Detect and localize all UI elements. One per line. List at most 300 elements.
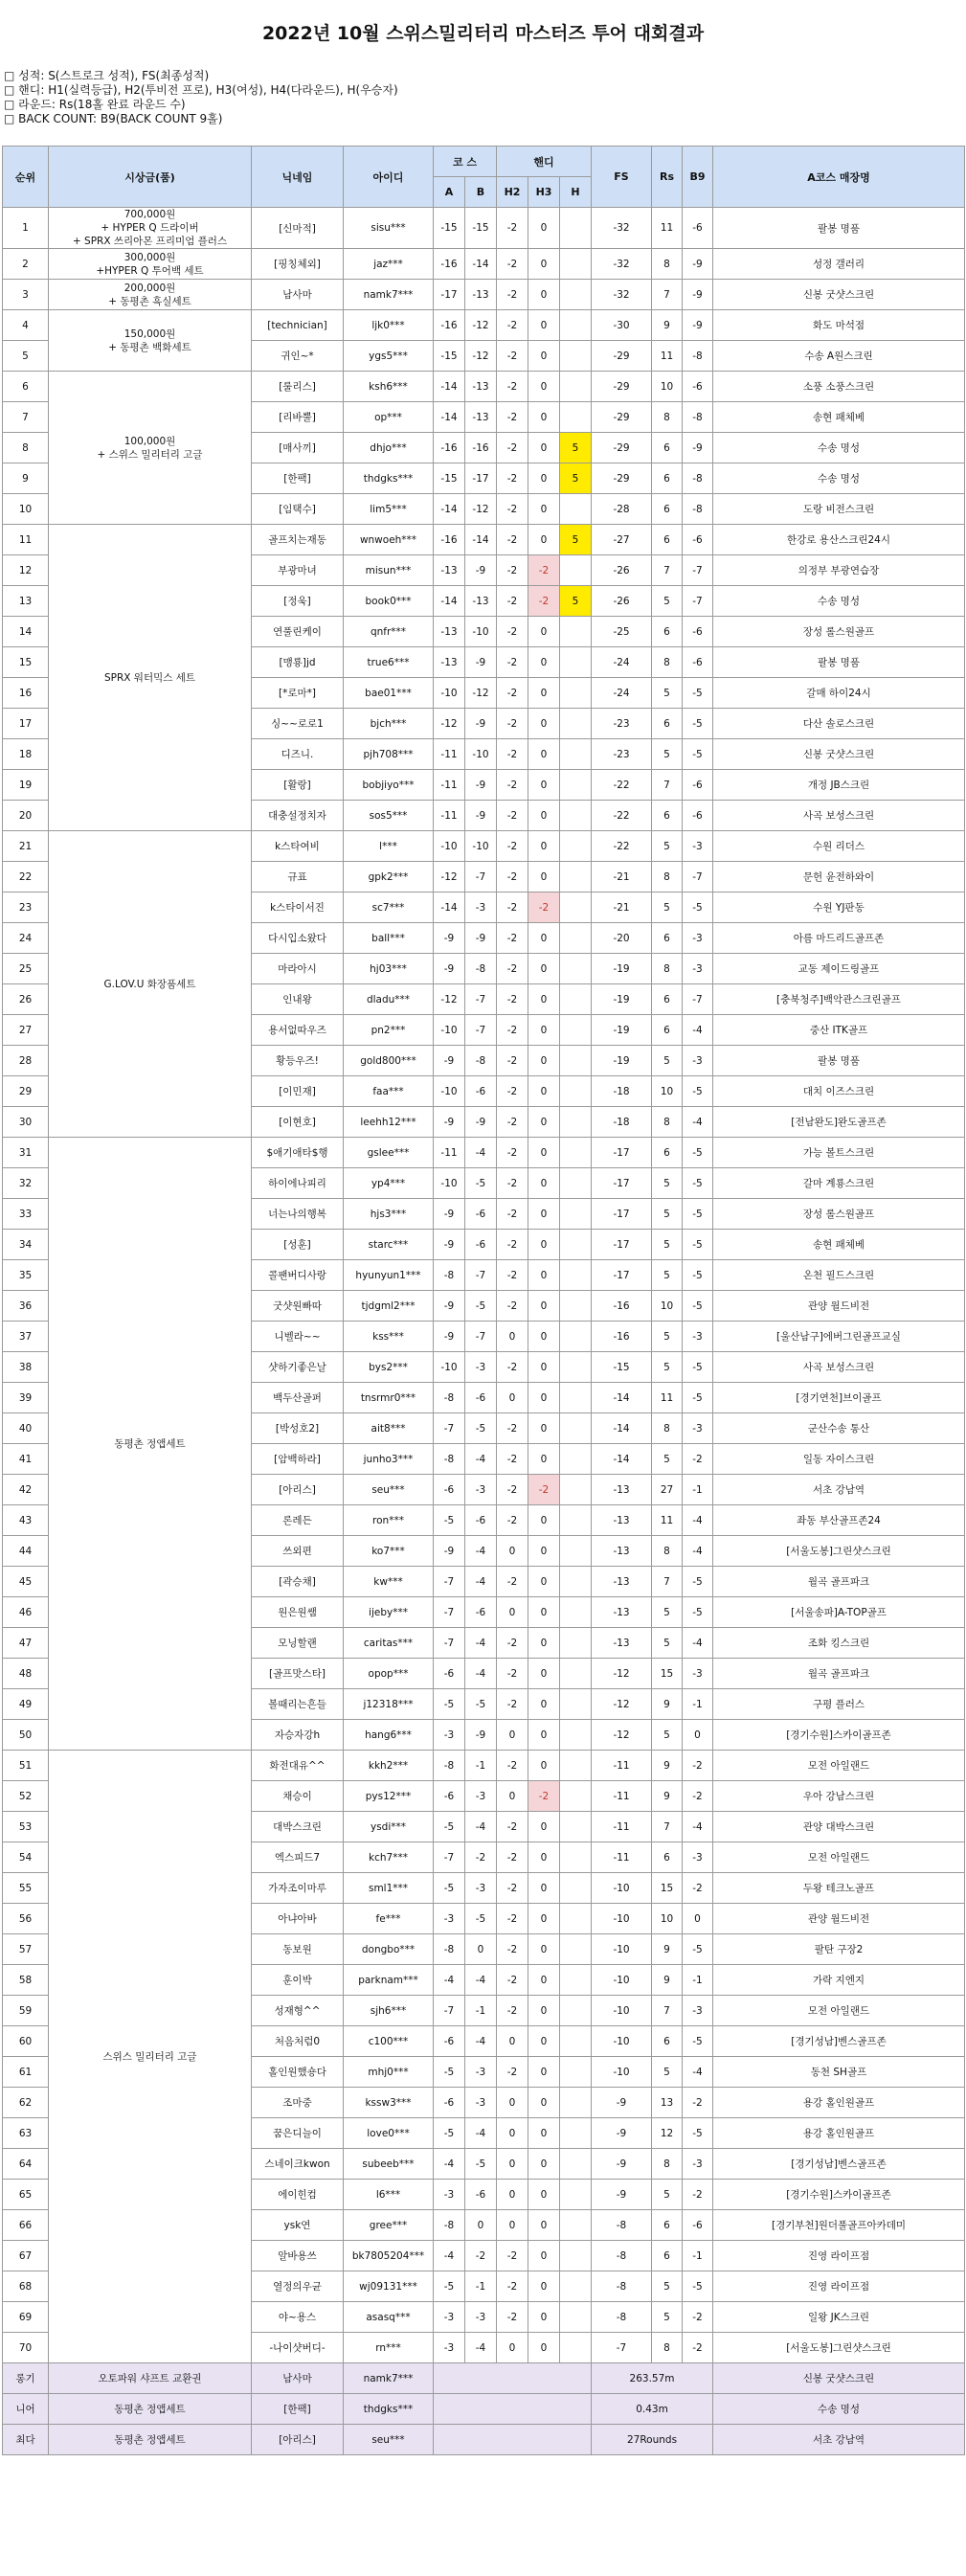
nickname-cell: 조마중 — [252, 2088, 344, 2118]
nickname-cell: ysk연 — [252, 2210, 344, 2241]
store-cell: [전남완도]완도골프존 — [713, 1107, 965, 1138]
rs-cell: 5 — [652, 739, 683, 770]
rs-cell: 8 — [652, 1413, 683, 1444]
award-store: 수송 명성 — [713, 2394, 965, 2425]
rank-cell: 7 — [3, 402, 49, 433]
course-a-cell: -10 — [434, 678, 465, 709]
award-id: namk7*** — [344, 2363, 434, 2394]
h2-cell: -2 — [497, 1475, 528, 1505]
course-a-cell: -4 — [434, 2149, 465, 2180]
fs-cell: -17 — [592, 1199, 652, 1230]
h3-cell: 0 — [528, 831, 560, 862]
rank-cell: 11 — [3, 525, 49, 555]
award-store: 서초 강남역 — [713, 2425, 965, 2455]
store-cell: 가능 볼트스크린 — [713, 1138, 965, 1168]
nickname-cell: k스타여비 — [252, 831, 344, 862]
course-b-cell: -3 — [465, 2057, 497, 2088]
nickname-cell: 모닝할랜 — [252, 1628, 344, 1659]
h-cell — [560, 893, 592, 923]
store-cell: [울산남구]에버그린골프교실 — [713, 1322, 965, 1352]
store-cell: 성정 갤러리 — [713, 249, 965, 280]
h2-cell: -2 — [497, 402, 528, 433]
course-b-cell: -9 — [465, 1720, 497, 1751]
h2-cell: -2 — [497, 463, 528, 494]
id-cell: opop*** — [344, 1659, 434, 1689]
h-cell — [560, 341, 592, 372]
course-a-cell: -13 — [434, 647, 465, 678]
rs-cell: 11 — [652, 341, 683, 372]
fs-cell: -17 — [592, 1138, 652, 1168]
b9-cell: -9 — [683, 249, 713, 280]
rs-cell: 7 — [652, 1567, 683, 1597]
nickname-cell: 마라아시 — [252, 954, 344, 984]
b9-cell: -1 — [683, 1475, 713, 1505]
course-a-cell: -9 — [434, 1291, 465, 1322]
rank-cell: 10 — [3, 494, 49, 525]
course-a-cell: -10 — [434, 1015, 465, 1046]
rank-cell: 60 — [3, 2026, 49, 2057]
h2-cell: -2 — [497, 1260, 528, 1291]
store-cell: 우아 강남스크린 — [713, 1781, 965, 1812]
fs-cell: -8 — [592, 2302, 652, 2333]
header-row-1 — [3, 147, 965, 177]
h2-cell: -2 — [497, 1842, 528, 1873]
h2-cell: -2 — [497, 1168, 528, 1199]
b9-cell: -6 — [683, 2210, 713, 2241]
h3-cell: 0 — [528, 463, 560, 494]
nickname-cell: $애기애타$행 — [252, 1138, 344, 1168]
id-cell: caritas*** — [344, 1628, 434, 1659]
h-cell — [560, 1199, 592, 1230]
id-cell: ksh6*** — [344, 372, 434, 402]
course-b-cell: -3 — [465, 1475, 497, 1505]
h3-cell: 0 — [528, 1689, 560, 1720]
course-b-cell: -5 — [465, 1904, 497, 1934]
h2-cell: -2 — [497, 1107, 528, 1138]
b9-cell: -7 — [683, 984, 713, 1015]
rank-cell: 56 — [3, 1904, 49, 1934]
id-cell: dladu*** — [344, 984, 434, 1015]
h2-cell: -2 — [497, 1199, 528, 1230]
id-cell: sc7*** — [344, 893, 434, 923]
h-cell — [560, 1107, 592, 1138]
nickname-cell: 규표 — [252, 862, 344, 893]
nickname-cell: 용서없따우즈 — [252, 1015, 344, 1046]
rs-cell: 6 — [652, 923, 683, 954]
course-b-cell: -4 — [465, 1138, 497, 1168]
course-b-cell: -13 — [465, 586, 497, 617]
b9-cell: -5 — [683, 2271, 713, 2302]
course-b-cell: -16 — [465, 433, 497, 463]
nickname-cell: [매사끼] — [252, 433, 344, 463]
b9-cell: -1 — [683, 2241, 713, 2271]
rank-cell: 54 — [3, 1842, 49, 1873]
nickname-cell: 황등우즈! — [252, 1046, 344, 1076]
fs-cell: -16 — [592, 1322, 652, 1352]
course-b-cell: -6 — [465, 2180, 497, 2210]
fs-cell: -23 — [592, 709, 652, 739]
rank-cell: 44 — [3, 1536, 49, 1567]
col-prize: 시상금(품) — [49, 147, 252, 208]
course-a-cell: -8 — [434, 1444, 465, 1475]
course-b-cell: -7 — [465, 984, 497, 1015]
course-a-cell: -5 — [434, 1689, 465, 1720]
rank-cell: 39 — [3, 1383, 49, 1413]
course-a-cell: -12 — [434, 984, 465, 1015]
h2-cell: 0 — [497, 2088, 528, 2118]
course-a-cell: -13 — [434, 617, 465, 647]
h-cell — [560, 1076, 592, 1107]
col-b: B — [465, 177, 497, 208]
h-cell — [560, 280, 592, 310]
h3-cell: 0 — [528, 1628, 560, 1659]
course-a-cell: -15 — [434, 341, 465, 372]
rs-cell: 5 — [652, 1322, 683, 1352]
b9-cell: -7 — [683, 862, 713, 893]
store-cell: 좌동 부산골프존24 — [713, 1505, 965, 1536]
h3-cell: 0 — [528, 2149, 560, 2180]
h-cell — [560, 1567, 592, 1597]
course-b-cell: -5 — [465, 1689, 497, 1720]
prize-cell: 150,000원 + 동평촌 백화세트 — [49, 310, 252, 372]
h-cell — [560, 1996, 592, 2026]
table-row — [3, 249, 965, 280]
id-cell: gree*** — [344, 2210, 434, 2241]
h2-cell: -2 — [497, 770, 528, 801]
fs-cell: -29 — [592, 463, 652, 494]
rank-cell: 38 — [3, 1352, 49, 1383]
h2-cell: -2 — [497, 525, 528, 555]
award-nickname: [한팩] — [252, 2394, 344, 2425]
h2-cell: -2 — [497, 1996, 528, 2026]
b9-cell: -7 — [683, 555, 713, 586]
course-b-cell: -13 — [465, 402, 497, 433]
fs-cell: -10 — [592, 1996, 652, 2026]
course-b-cell: -8 — [465, 954, 497, 984]
course-b-cell: -8 — [465, 1046, 497, 1076]
id-cell: bae01*** — [344, 678, 434, 709]
fs-cell: -7 — [592, 2333, 652, 2363]
id-cell: bys2*** — [344, 1352, 434, 1383]
course-b-cell: -12 — [465, 678, 497, 709]
course-a-cell: -11 — [434, 1138, 465, 1168]
h-cell — [560, 923, 592, 954]
h-cell — [560, 1536, 592, 1567]
fs-cell: -12 — [592, 1659, 652, 1689]
nickname-cell: 골프치는재동 — [252, 525, 344, 555]
rank-cell: 47 — [3, 1628, 49, 1659]
course-b-cell: -6 — [465, 1597, 497, 1628]
table-row — [3, 831, 965, 862]
fs-cell: -8 — [592, 2210, 652, 2241]
course-a-cell: -14 — [434, 893, 465, 923]
nickname-cell: 에이힌컴 — [252, 2180, 344, 2210]
course-a-cell: -10 — [434, 831, 465, 862]
h3-cell: 0 — [528, 1107, 560, 1138]
h-cell — [560, 310, 592, 341]
rs-cell: 6 — [652, 2026, 683, 2057]
rank-cell: 2 — [3, 249, 49, 280]
store-cell: [서울도봉]그린샷스크린 — [713, 2333, 965, 2363]
course-a-cell: -3 — [434, 1904, 465, 1934]
rs-cell: 6 — [652, 2210, 683, 2241]
col-handicap: 핸디 — [497, 147, 592, 177]
course-a-cell: -17 — [434, 280, 465, 310]
fs-cell: -30 — [592, 310, 652, 341]
store-cell: 송현 패체베 — [713, 402, 965, 433]
note-rounds: □ 라운드: Rs(18홀 완료 라운드 수) — [4, 98, 186, 111]
h3-cell: 0 — [528, 1046, 560, 1076]
b9-cell: -5 — [683, 1352, 713, 1383]
h3-cell: 0 — [528, 1720, 560, 1751]
store-cell: 장성 롤스원골프 — [713, 617, 965, 647]
course-a-cell: -9 — [434, 1046, 465, 1076]
h2-cell: -2 — [497, 893, 528, 923]
h2-cell: 0 — [497, 1720, 528, 1751]
store-cell: 월곡 골프파크 — [713, 1567, 965, 1597]
store-cell: 송현 패체베 — [713, 1230, 965, 1260]
award-label: 니어 — [3, 2394, 49, 2425]
fs-cell: -9 — [592, 2149, 652, 2180]
b9-cell: -5 — [683, 1567, 713, 1597]
course-b-cell: -17 — [465, 463, 497, 494]
rank-cell: 6 — [3, 372, 49, 402]
h2-cell: -2 — [497, 1076, 528, 1107]
nickname-cell: 남사마 — [252, 280, 344, 310]
award-id: seu*** — [344, 2425, 434, 2455]
b9-cell: -3 — [683, 954, 713, 984]
col-rank: 순위 — [3, 147, 49, 208]
rank-cell: 18 — [3, 739, 49, 770]
course-a-cell: -3 — [434, 2180, 465, 2210]
rank-cell: 64 — [3, 2149, 49, 2180]
rank-cell: 62 — [3, 2088, 49, 2118]
rs-cell: 8 — [652, 2149, 683, 2180]
rank-cell: 25 — [3, 954, 49, 984]
h3-cell: 0 — [528, 2241, 560, 2271]
fs-cell: -14 — [592, 1444, 652, 1475]
b9-cell: -2 — [683, 1751, 713, 1781]
store-cell: 동천 SH골프 — [713, 2057, 965, 2088]
id-cell: pys12*** — [344, 1781, 434, 1812]
h-cell — [560, 647, 592, 678]
course-a-cell: -7 — [434, 1996, 465, 2026]
rank-cell: 45 — [3, 1567, 49, 1597]
rs-cell: 5 — [652, 1230, 683, 1260]
h3-cell: 0 — [528, 1352, 560, 1383]
course-a-cell: -3 — [434, 2333, 465, 2363]
fs-cell: -9 — [592, 2088, 652, 2118]
course-b-cell: -13 — [465, 280, 497, 310]
fs-cell: -32 — [592, 208, 652, 249]
rs-cell: 8 — [652, 954, 683, 984]
h2-cell: 0 — [497, 1383, 528, 1413]
store-cell: [경기연천]브이골프 — [713, 1383, 965, 1413]
col-h2: H2 — [497, 177, 528, 208]
h3-cell: 0 — [528, 647, 560, 678]
nickname-cell: 꿈은디늘이 — [252, 2118, 344, 2149]
nickname-cell: -나이샷버디- — [252, 2333, 344, 2363]
b9-cell: -6 — [683, 208, 713, 249]
course-b-cell: -1 — [465, 2271, 497, 2302]
nickname-cell: 대박스크린 — [252, 1812, 344, 1842]
nickname-cell: 백두산골퍼 — [252, 1383, 344, 1413]
h3-cell: 0 — [528, 372, 560, 402]
course-a-cell: -7 — [434, 1842, 465, 1873]
h3-cell: 0 — [528, 739, 560, 770]
course-a-cell: -15 — [434, 208, 465, 249]
course-b-cell: -7 — [465, 1015, 497, 1046]
fs-cell: -18 — [592, 1107, 652, 1138]
award-prize: 동평촌 정앱세트 — [49, 2394, 252, 2425]
h-cell — [560, 2118, 592, 2149]
store-cell: 수송 A원스크린 — [713, 341, 965, 372]
rs-cell: 6 — [652, 1842, 683, 1873]
id-cell: rn*** — [344, 2333, 434, 2363]
rs-cell: 5 — [652, 1720, 683, 1751]
rs-cell: 5 — [652, 1260, 683, 1291]
h2-cell: -2 — [497, 280, 528, 310]
nickname-cell: 훈이박 — [252, 1965, 344, 1996]
rank-cell: 51 — [3, 1751, 49, 1781]
course-a-cell: -13 — [434, 555, 465, 586]
h3-cell: -2 — [528, 1475, 560, 1505]
course-b-cell: -3 — [465, 893, 497, 923]
award-blank — [434, 2394, 592, 2425]
rs-cell: 8 — [652, 1107, 683, 1138]
rs-cell: 6 — [652, 617, 683, 647]
rank-cell: 22 — [3, 862, 49, 893]
course-a-cell: -3 — [434, 1720, 465, 1751]
id-cell: hjs3*** — [344, 1199, 434, 1230]
course-a-cell: -14 — [434, 402, 465, 433]
fs-cell: -25 — [592, 617, 652, 647]
h3-cell: 0 — [528, 1383, 560, 1413]
id-cell: ron*** — [344, 1505, 434, 1536]
fs-cell: -14 — [592, 1413, 652, 1444]
h3-cell: 0 — [528, 2057, 560, 2088]
prize-cell: 동평촌 정앱세트 — [49, 1138, 252, 1751]
h-cell — [560, 1046, 592, 1076]
h3-cell: 0 — [528, 525, 560, 555]
rank-cell: 33 — [3, 1199, 49, 1230]
store-cell: 월곡 골프파크 — [713, 1659, 965, 1689]
course-a-cell: -9 — [434, 923, 465, 954]
h-cell — [560, 2057, 592, 2088]
rs-cell: 5 — [652, 2271, 683, 2302]
h-cell — [560, 1628, 592, 1659]
course-a-cell: -11 — [434, 770, 465, 801]
id-cell: kch7*** — [344, 1842, 434, 1873]
id-cell: parknam*** — [344, 1965, 434, 1996]
h3-cell: 0 — [528, 1812, 560, 1842]
store-cell: 모전 아일랜드 — [713, 1751, 965, 1781]
rs-cell: 8 — [652, 2333, 683, 2363]
h-cell: 5 — [560, 586, 592, 617]
store-cell: 팔봉 명품 — [713, 208, 965, 249]
b9-cell: -5 — [683, 2118, 713, 2149]
h3-cell: 0 — [528, 984, 560, 1015]
col-nickname: 닉네임 — [252, 147, 344, 208]
nickname-cell: [성훈] — [252, 1230, 344, 1260]
id-cell: ysdi*** — [344, 1812, 434, 1842]
store-cell: 교동 제이드링골프 — [713, 954, 965, 984]
h3-cell: 0 — [528, 433, 560, 463]
h3-cell: -2 — [528, 555, 560, 586]
course-a-cell: -6 — [434, 2088, 465, 2118]
id-cell: pn2*** — [344, 1015, 434, 1046]
rs-cell: 13 — [652, 2088, 683, 2118]
h3-cell: 0 — [528, 1597, 560, 1628]
id-cell: gpk2*** — [344, 862, 434, 893]
fs-cell: -22 — [592, 801, 652, 831]
h3-cell: 0 — [528, 1965, 560, 1996]
h3-cell: 0 — [528, 1842, 560, 1873]
note-score: □ 성적: S(스트로크 성적), FS(최종성적) — [4, 69, 210, 82]
rs-cell: 5 — [652, 1444, 683, 1475]
rank-cell: 16 — [3, 678, 49, 709]
h3-cell: 0 — [528, 678, 560, 709]
course-b-cell: -9 — [465, 709, 497, 739]
h2-cell: -2 — [497, 586, 528, 617]
store-cell: [서울송파]A-TOP골프 — [713, 1597, 965, 1628]
id-cell: ball*** — [344, 923, 434, 954]
id-cell: yp4*** — [344, 1168, 434, 1199]
id-cell: sisu*** — [344, 208, 434, 249]
course-a-cell: -5 — [434, 2118, 465, 2149]
fs-cell: -9 — [592, 2180, 652, 2210]
rank-cell: 31 — [3, 1138, 49, 1168]
fs-cell: -19 — [592, 984, 652, 1015]
h-cell — [560, 2271, 592, 2302]
award-nickname: [아리스] — [252, 2425, 344, 2455]
course-a-cell: -10 — [434, 1168, 465, 1199]
rank-cell: 37 — [3, 1322, 49, 1352]
h2-cell: -2 — [497, 1230, 528, 1260]
course-b-cell: -12 — [465, 310, 497, 341]
course-a-cell: -6 — [434, 1781, 465, 1812]
course-a-cell: -15 — [434, 463, 465, 494]
course-b-cell: -5 — [465, 2149, 497, 2180]
nickname-cell: [박성호2] — [252, 1413, 344, 1444]
b9-cell: -3 — [683, 923, 713, 954]
nickname-cell: 처음처럼0 — [252, 2026, 344, 2057]
nickname-cell: 굿샷원빠따 — [252, 1291, 344, 1322]
store-cell: 장성 롤스원골프 — [713, 1199, 965, 1230]
rs-cell: 15 — [652, 1659, 683, 1689]
fs-cell: -17 — [592, 1168, 652, 1199]
course-b-cell: -4 — [465, 2333, 497, 2363]
nickname-cell: 열정의우균 — [252, 2271, 344, 2302]
b9-cell: -5 — [683, 1076, 713, 1107]
h-cell — [560, 617, 592, 647]
nickname-cell: [정욱] — [252, 586, 344, 617]
fs-cell: -11 — [592, 1812, 652, 1842]
course-b-cell: -4 — [465, 2026, 497, 2057]
rank-cell: 26 — [3, 984, 49, 1015]
course-a-cell: -8 — [434, 1260, 465, 1291]
store-cell: 갈매 하이24시 — [713, 678, 965, 709]
store-cell: 모전 아일랜드 — [713, 1842, 965, 1873]
nickname-cell: 스네이크kwon — [252, 2149, 344, 2180]
rank-cell: 63 — [3, 2118, 49, 2149]
rank-cell: 70 — [3, 2333, 49, 2363]
h3-cell: 0 — [528, 1291, 560, 1322]
course-b-cell: -9 — [465, 923, 497, 954]
rank-cell: 27 — [3, 1015, 49, 1046]
nickname-cell: 원은원쌤 — [252, 1597, 344, 1628]
rs-cell: 6 — [652, 525, 683, 555]
